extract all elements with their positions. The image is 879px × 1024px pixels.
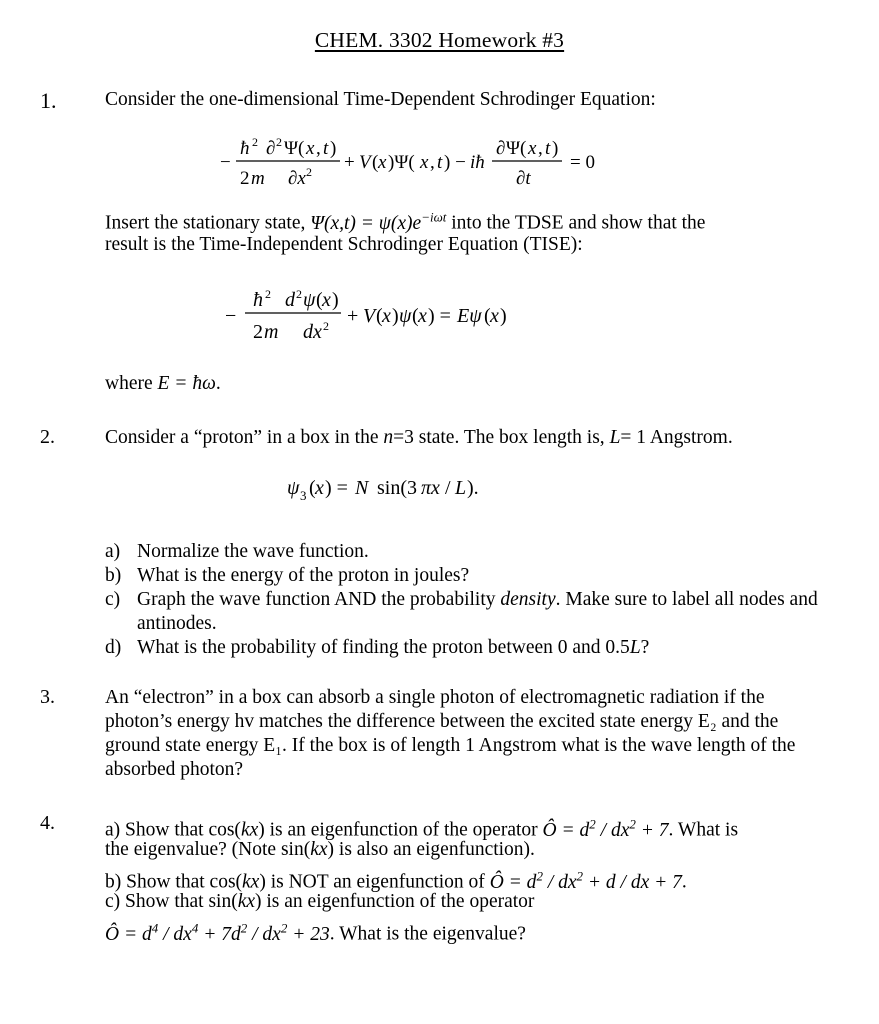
svg-text:Ψ(: Ψ( (284, 138, 305, 159)
problem-2-item-a: a) Normalize the wave function. (105, 541, 369, 562)
svg-text:ψ: ψ (303, 289, 316, 311)
svg-text:): ) (332, 289, 339, 311)
wavefunction-equation (285, 470, 545, 506)
svg-text:ħ: ħ (240, 138, 250, 159)
svg-text:+: + (347, 305, 359, 327)
problem-1-number: 1. (40, 88, 57, 113)
svg-text:) −: ) − (444, 152, 466, 173)
problem-4-number: 4. (40, 812, 55, 834)
page-title: CHEM. 3302 Homework #3 (314, 28, 565, 52)
problem-1-where-line: where E = ħω. (105, 373, 221, 394)
svg-text:2: 2 (276, 135, 282, 149)
svg-text:(: ( (376, 305, 383, 327)
operator-b: Ô = $d^2 / dx^2 + d$ / dx + 7 (489, 868, 682, 893)
problem-4-part-a-line1: a) Show that cos(kx) is an eigenfunction of the operator Ô = $d^2 / dx^2 + 7$. What is (105, 816, 739, 841)
problem-4-part-c-line1: c) Show that sin(kx) is an eigenfunction of the operator (105, 891, 535, 912)
svg-text:(: ( (372, 152, 379, 173)
svg-text:t: t (437, 152, 443, 173)
energy-relation: E = ħω (157, 373, 216, 394)
svg-text:L: L (455, 477, 467, 499)
svg-text:Eψ: Eψ (457, 305, 482, 327)
svg-text:dx: dx (303, 321, 322, 343)
svg-text:(: ( (309, 477, 316, 499)
svg-text:(: ( (412, 305, 419, 327)
tdse-equation (220, 130, 650, 200)
svg-text:2: 2 (265, 287, 271, 301)
svg-text:x: x (418, 305, 427, 327)
tise-equation (225, 282, 605, 352)
problem-4-part-b: b) Show that cos(kx) is NOT an eigenfunction of Ô = $d^2 / dx^2 + d$ / dx + 7. (105, 868, 687, 893)
problem-2-intro: Consider a “proton” in a box in the n=3 state. The box length is, L= 1 Angstrom. (105, 427, 733, 448)
problem-2-item-c: c) Graph the wave function AND the probability density. Make sure to label all nodes and antinodes. (105, 589, 818, 634)
svg-text:−: − (220, 152, 231, 173)
problem-4-part-a-line2: the eigenvalue? (Note sin(kx) is also an eigenfunction). (105, 839, 535, 860)
svg-text:(: ( (484, 305, 491, 327)
problem-2-subquestions (105, 540, 825, 660)
svg-text:πx: πx (421, 477, 440, 499)
problem-2-number: 2. (40, 426, 55, 448)
svg-text:V: V (363, 305, 376, 327)
svg-text:): ) (330, 138, 337, 159)
svg-text:x: x (378, 152, 387, 173)
svg-text:x: x (420, 152, 429, 173)
svg-text:∂: ∂ (496, 138, 506, 159)
svg-text:+: + (344, 152, 355, 173)
operator-a: Ô = $d^2 / dx^2 + 7$ (542, 816, 669, 841)
svg-text:V: V (359, 152, 371, 173)
svg-text:2: 2 (306, 165, 312, 179)
svg-text:x: x (382, 305, 391, 327)
svg-text:x: x (322, 289, 331, 311)
svg-text:).: ). (467, 477, 479, 499)
problem-3-number: 3. (40, 686, 55, 708)
svg-text:): ) (552, 138, 559, 159)
svg-text:ψ: ψ (399, 305, 412, 327)
svg-text:x: x (306, 138, 315, 159)
svg-text:,: , (316, 138, 321, 159)
svg-text:d: d (285, 289, 295, 311)
svg-text:t: t (545, 138, 551, 159)
svg-text:) =: ) = (428, 305, 451, 327)
stationary-state-expression: $\Psi(x,t) = \psi(x)e^{-i\omega t}$ (310, 209, 447, 234)
problem-2-item-b: b) What is the energy of the proton in joules? (105, 565, 470, 586)
svg-text:Ψ(: Ψ( (506, 138, 527, 159)
operator-c: Ô = $d^4 / dx^4 + 7d^2 / dx^2 + 23$ (105, 920, 330, 945)
svg-text:,: , (430, 152, 435, 173)
svg-text:2: 2 (252, 135, 258, 149)
svg-text:): ) (500, 305, 507, 327)
svg-text:t: t (323, 138, 329, 159)
svg-text:iħ: iħ (470, 152, 485, 173)
svg-text:ψ: ψ (287, 477, 300, 499)
svg-text:∂x: ∂x (288, 168, 306, 189)
svg-text:2: 2 (296, 287, 302, 301)
svg-text:sin(3: sin(3 (377, 477, 417, 499)
svg-text:x: x (490, 305, 499, 327)
svg-text:): ) (392, 305, 399, 327)
svg-text:x: x (315, 477, 324, 499)
svg-text:m: m (251, 168, 265, 189)
problem-2-item-d: d) What is the probability of finding the proton between 0 and 0.5L? (105, 637, 650, 658)
problem-3-text: An “electron” in a box can absorb a single photon of electromagnetic radiation if the photon’s energy hv matches the difference between the excited state energy E₂ and the ground state energy E₁. If the box is of length 1 Angstrom what is the wave length of the absorbed photon? (105, 687, 796, 780)
svg-text:−: − (225, 305, 237, 327)
svg-text:ħ: ħ (253, 289, 263, 311)
svg-text:/: / (445, 477, 451, 499)
svg-text:)Ψ(: )Ψ( (388, 152, 415, 173)
svg-text:∂t: ∂t (516, 168, 531, 189)
svg-text:x: x (528, 138, 537, 159)
svg-text:(: ( (316, 289, 323, 311)
svg-text:2: 2 (240, 168, 250, 189)
svg-text:3: 3 (300, 488, 307, 503)
problem-1-stationary-line: Insert the stationary state, $\Psi(x,t) = \psi(x)e^{-i\omega t}$ into the TDSE and show that the (105, 209, 706, 234)
svg-text:2: 2 (253, 321, 263, 343)
svg-text:∂: ∂ (266, 138, 276, 159)
problem-1-intro: Consider the one-dimensional Time-Dependent Schrodinger Equation: (105, 89, 656, 110)
svg-text:N: N (355, 477, 369, 499)
svg-text:,: , (538, 138, 543, 159)
svg-text:m: m (264, 321, 279, 343)
problem-4-part-c-line2: Ô = $d^4 / dx^4 + 7d^2 / dx^2 + 23$. What is the eigenvalue? (105, 920, 526, 945)
problem-1-tise-line: result is the Time-Independent Schrodinger Equation (TISE): (105, 234, 583, 255)
svg-text:) =: ) = (325, 477, 348, 499)
svg-text:2: 2 (323, 319, 329, 333)
svg-text:= 0: = 0 (570, 152, 595, 173)
